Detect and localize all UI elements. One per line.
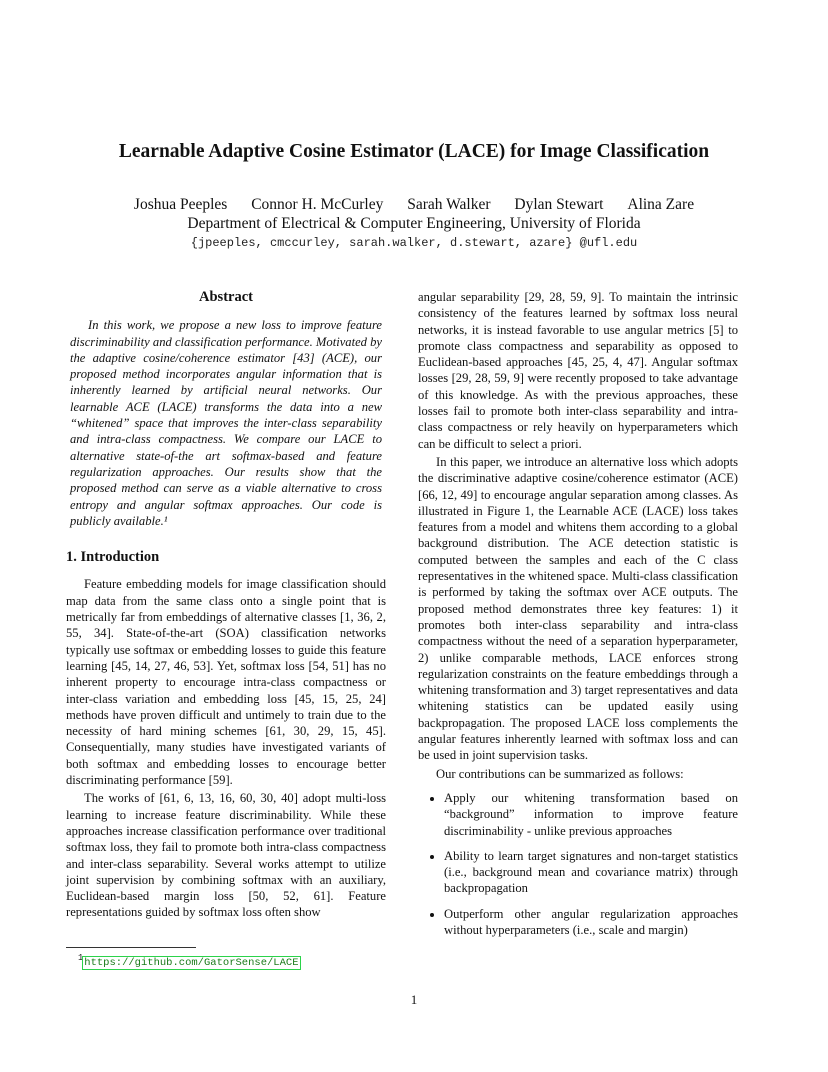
list-item: • Outperform other angular regularization approaches without hyperparameters (i.e., scale and margin) [444,906,738,939]
footnote-rule [66,947,196,948]
author-list [0,196,828,214]
footnote-mark: 1 [78,953,84,963]
intro-paragraph: Feature embedding models for image classification should map data from the same class onto a single point that is metrically far from embeddings of alternative classes [1, 36, 2, 55, 34]. State-of-the-art (SOA) classification networks typically use softmax or embedding losses to guide this feature learning [45, 14, 27, 46, 53]. Yet, softmax loss [54, 51] has no inherent property to encourage intra-class compactness or inter-class variation and embedding loss [45, 15, 25, 24] methods have proven difficult and untimely to train due to the necessity of hard mining schemes [61, 30, 29, 15, 45]. Consequentially, many studies have investigated variants of both softmax and embedding losses to encourage better discriminating performance [59]. [66,577,386,788]
author: Dylan Stewart [514,196,604,213]
author-emails: {jpeeples, cmccurley, sarah.walker, d.stewart, azare} @ufl.edu [190,236,638,250]
code-repo-link[interactable]: https://github.com/GatorSense/LACE [84,956,299,969]
author: Sarah Walker [407,196,491,213]
list-item: • Apply our whitening transformation based on “background” information to improve feature discriminability - unlike previous approaches [444,790,738,839]
abstract-heading: Abstract [199,289,253,305]
author: Connor H. McCurley [251,196,384,213]
page-number: 1 [410,992,418,1007]
paper-title: Learnable Adaptive Cosine Estimator (LACE) for Image Classification [118,141,710,162]
intro-paragraph: In this paper, we introduce an alternative loss which adopts the discriminative adaptive cosine/coherence estimator (ACE) [66, 12, 49] to encourage angular separation among classes. As illustrated in Figure 1, the Learnable ACE (LACE) loss takes features from a model and whitens them according to a global background distribution. The ACE detection statistic is computed between the samples and each of the C class representatives in the whitened space. Multi-class classification is performed by taking the softmax over ACE outputs. The proposed method demonstrates three key features: 1) it promotes both inter-class separability and intra-class compactness without the need of a separation hyperparameter, 2) unlike comparable methods, LACE enforces strong regularization constraints on the feature embeddings through a whitening transformation and 3) target representatives and data whitening statistics can be updated easily using backpropagation. The proposed LACE loss complements the angular features inherently learned with softmax loss and can be used in joint supervision tasks. [418,454,738,763]
footnote [78,953,300,969]
intro-paragraph: The works of [61, 6, 13, 16, 60, 30, 40] adopt multi-loss learning to increase feature discriminability. While these approaches increase classification performance over traditional softmax loss, they fail to promote both intra-class compactness and inter-class separability. Several works attempt to utilize joint supervision by combining softmax with an auxiliary, Euclidean-based margin loss [50, 52, 61]. Feature representations guided by softmax loss often show [66,791,386,920]
intro-paragraph: Our contributions can be summarized as follows: [436,766,684,781]
right-column [418,289,738,947]
contribution-list [418,790,738,938]
author: Alina Zare [627,196,695,213]
author: Joshua Peeples [133,196,228,213]
intro-paragraph: angular separability [29, 28, 59, 9]. To maintain the intrinsic consistency of the features learned by softmax loss neural networks, it is instead favorable to use angular metrics [5] to promote class compactness and separability as opposed to Euclidean-based approaches [45, 25, 4, 47]. Angular softmax losses [29, 28, 59, 9] were recently proposed to take advantage of this knowledge. As with the previous approaches, these losses fail to promote both inter-class separability and intra-class compactness or rely heavily on hyperparameters which can be difficult to select a priori. [418,290,738,451]
left-column [66,289,386,921]
list-item: • Ability to learn target signatures and non-target statistics (i.e., background mean and covariance matrix) through backpropagation [444,848,738,897]
affiliation: Department of Electrical & Computer Engineering, University of Florida [187,215,641,232]
abstract-text: In this work, we propose a new loss to improve feature discriminability and classification performance. Motivated by the adaptive cosine/coherence estimator [43] (ACE), our proposed method incorporates angular information that is inherently learned by artificial neural networks. Our learnable ACE (LACE) transforms the data into a new “whitened” space that improves the inter-class separability and intra-class compactness. We compare our LACE to alternative state-of-the art softmax-based and feature regularization approaches. Our results show that the proposed method can serve as a viable alternative to cross entropy and angular softmax approaches. Our code is publicly available.¹ [70,318,382,528]
section-heading: 1. Introduction [66,549,160,566]
